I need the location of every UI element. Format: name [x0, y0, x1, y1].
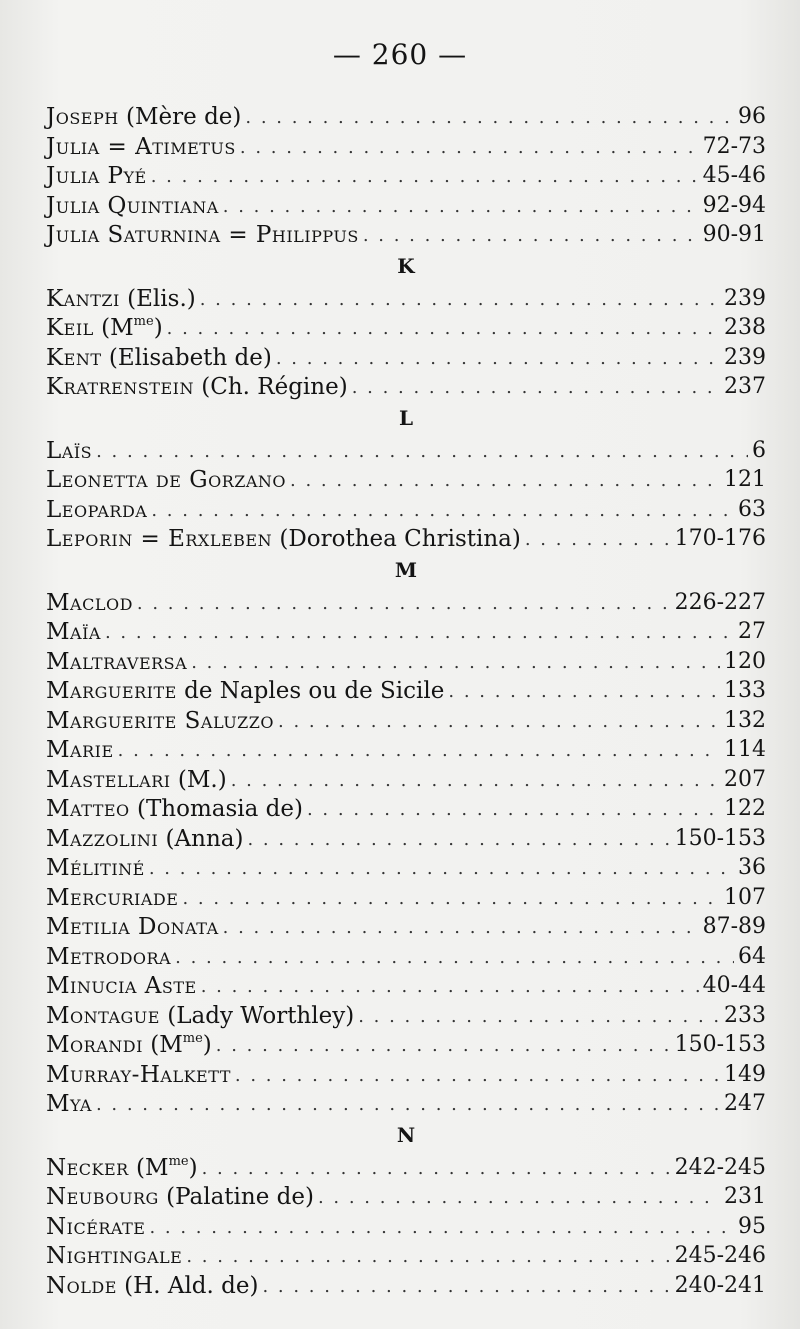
dot-leader — [525, 526, 671, 554]
index-entry — [46, 617, 766, 647]
page-reference: 72-73 — [702, 133, 766, 159]
index-entry — [46, 372, 766, 402]
entry-name — [46, 1182, 314, 1212]
dot-leader — [105, 619, 734, 647]
page-reference: 233 — [724, 1002, 766, 1028]
entry-qualifier: (Elis.) — [119, 285, 196, 312]
entry-surname: Mélitiné — [46, 855, 145, 881]
dot-leader — [245, 104, 734, 132]
index-entry — [46, 102, 766, 132]
entry-name — [46, 161, 147, 191]
entry-name — [46, 794, 303, 824]
dot-leader — [182, 885, 720, 913]
page-reference: 87-89 — [702, 914, 766, 939]
dot-leader — [307, 796, 720, 824]
entry-name — [46, 735, 114, 765]
entry-surname: Nicérate — [46, 1213, 146, 1240]
entry-qualifier-end: ) — [188, 1154, 198, 1181]
entry-name — [46, 853, 145, 883]
entry-surname: Leonetta de Gorzano — [46, 467, 287, 493]
page-reference: 239 — [724, 344, 766, 370]
entry-name — [46, 647, 187, 677]
dot-leader — [223, 914, 699, 942]
entry-qualifier: (M — [93, 315, 134, 341]
entry-surname: Maltraversa — [46, 648, 188, 675]
dot-leader — [149, 855, 734, 883]
page-reference: 133 — [724, 678, 766, 703]
page-reference: 120 — [724, 648, 766, 674]
page-reference: 63 — [738, 496, 766, 522]
entry-name — [46, 1060, 231, 1090]
entry-surname: Marguerite Saluzzo — [46, 707, 275, 734]
page-reference: 150-153 — [674, 825, 766, 851]
page-reference: 231 — [724, 1184, 766, 1209]
entry-surname: Julia Quintiana — [46, 192, 219, 219]
entry-qualifier: (M — [128, 1154, 169, 1181]
entry-name — [46, 102, 241, 132]
entry-surname: Neubourg — [46, 1184, 159, 1210]
page-reference: 27 — [738, 619, 766, 644]
page-reference: 149 — [724, 1061, 766, 1087]
page-reference: 114 — [724, 737, 766, 762]
entry-name — [46, 191, 219, 221]
index-entry — [46, 132, 766, 162]
page-reference: 245-246 — [674, 1243, 766, 1268]
dot-leader — [201, 973, 699, 1001]
dot-leader — [191, 649, 720, 677]
entry-surname: Mercuriade — [46, 884, 179, 911]
entry-surname: Maïa — [46, 619, 101, 645]
entry-name — [46, 495, 147, 525]
entry-name — [46, 942, 171, 972]
entry-name — [46, 1089, 92, 1119]
entry-name — [46, 524, 521, 554]
dot-leader — [137, 590, 671, 618]
index-entry — [46, 465, 766, 495]
entry-surname: Mastellari — [46, 766, 171, 793]
page-reference: 239 — [724, 285, 766, 311]
entry-surname: Marguerite — [46, 678, 177, 704]
dot-leader — [149, 1214, 734, 1242]
entry-surname: Montague — [46, 1002, 160, 1029]
entry-name — [46, 132, 236, 162]
entry-surname: Kent — [46, 344, 102, 371]
entry-name — [46, 912, 219, 942]
index-entry — [46, 1089, 766, 1119]
entry-name — [46, 1212, 145, 1242]
index-entry — [46, 191, 766, 221]
entry-qualifier: (M.) — [170, 766, 227, 793]
entry-name — [46, 1001, 354, 1031]
page-reference: 92-94 — [702, 192, 766, 218]
entry-superscript: me — [168, 1153, 189, 1169]
entry-qualifier: (Elisabeth de) — [101, 344, 272, 371]
section-letter-m: M — [394, 557, 418, 582]
section-letter-l: L — [398, 405, 414, 430]
page-reference: 40-44 — [702, 973, 766, 998]
page-reference: 45-46 — [702, 163, 766, 188]
entry-qualifier: (H. Ald. de) — [116, 1272, 259, 1299]
entry-surname: Marie — [46, 737, 114, 763]
page-reference: 226-227 — [674, 589, 766, 615]
entry-name — [46, 465, 286, 495]
entry-surname: Laïs — [46, 437, 93, 464]
entry-surname: Matteo — [46, 796, 130, 822]
index-entry — [46, 765, 766, 795]
entry-qualifier: (Mère de) — [118, 104, 242, 130]
entry-name — [46, 765, 227, 795]
entry-name — [46, 436, 92, 466]
dot-leader — [363, 222, 699, 250]
dot-leader — [96, 438, 748, 466]
page-reference: 96 — [738, 104, 766, 129]
entry-name — [46, 343, 272, 373]
page-reference: 132 — [724, 707, 766, 733]
entry-name — [46, 220, 359, 250]
entry-name — [46, 588, 133, 618]
dot-leader — [358, 1003, 720, 1031]
dot-leader — [216, 1032, 671, 1060]
index-entry — [46, 588, 766, 618]
entry-qualifier: (M — [142, 1032, 183, 1058]
index-entry — [46, 1030, 766, 1060]
dot-leader — [186, 1243, 670, 1271]
entry-name — [46, 1241, 182, 1271]
section-letter-k: K — [397, 253, 415, 278]
index-entry — [46, 824, 766, 854]
entry-name — [46, 1271, 258, 1301]
entry-name — [46, 676, 444, 706]
entry-surname: Keil — [46, 315, 94, 341]
entry-qualifier: (Ch. Régine) — [193, 374, 348, 400]
entry-qualifier: (Palatine de) — [158, 1184, 314, 1210]
entry-superscript: me — [182, 1031, 203, 1046]
page-reference: 242-245 — [674, 1154, 766, 1180]
entry-name — [46, 1153, 198, 1183]
dot-leader — [290, 467, 720, 495]
dot-leader — [118, 737, 720, 765]
page-reference: 121 — [724, 467, 766, 492]
section-letter-n: N — [396, 1122, 416, 1147]
index-entry — [46, 1271, 766, 1301]
entry-name — [46, 617, 101, 647]
entry-name — [46, 883, 178, 913]
entry-name — [46, 284, 196, 314]
dot-leader — [262, 1273, 670, 1301]
index-entry — [46, 794, 766, 824]
index-entry — [46, 284, 766, 314]
entry-surname: Maclod — [46, 589, 133, 616]
dot-leader — [448, 678, 720, 706]
entry-name — [46, 372, 348, 402]
entry-name — [46, 971, 197, 1001]
page-reference: 247 — [724, 1091, 766, 1116]
entry-surname: Murray-Halkett — [46, 1061, 231, 1088]
page-reference: 95 — [738, 1213, 766, 1239]
page-reference: 240-241 — [674, 1272, 766, 1298]
entry-surname: Julia Pyé — [46, 163, 147, 189]
index-entry — [46, 495, 766, 525]
index-entry — [46, 436, 766, 466]
entry-superscript: me — [133, 314, 154, 329]
dot-leader — [318, 1184, 720, 1212]
entry-surname: Minucia Aste — [46, 973, 197, 999]
dot-leader — [231, 767, 720, 795]
index-entry — [46, 1001, 766, 1031]
index-entry — [46, 647, 766, 677]
page-reference: 122 — [724, 796, 766, 821]
page-reference: 90-91 — [702, 222, 766, 247]
entry-surname: Mazzolini — [46, 825, 159, 852]
index-entry — [46, 1060, 766, 1090]
index-entry — [46, 220, 766, 250]
index-entry — [46, 971, 766, 1001]
index-entry — [46, 853, 766, 883]
entry-name — [46, 824, 243, 854]
entry-qualifier: (Lady Worthley) — [159, 1002, 355, 1029]
page-reference: 150-153 — [674, 1032, 766, 1057]
entry-surname: Metrodora — [46, 943, 172, 970]
dot-leader — [235, 1062, 720, 1090]
entry-name — [46, 706, 274, 736]
index-entry — [46, 735, 766, 765]
index-entry — [46, 883, 766, 913]
index-entry — [46, 343, 766, 373]
entry-qualifier: (Thomasia de) — [129, 796, 303, 822]
page-reference: 170-176 — [674, 526, 766, 551]
entry-surname: Kratrenstein — [46, 374, 194, 400]
entry-qualifier-end: ) — [202, 1032, 212, 1058]
dot-leader — [175, 944, 734, 972]
dot-leader — [96, 1091, 720, 1119]
dot-leader — [151, 497, 734, 525]
index-entry — [46, 1241, 766, 1271]
page-reference: 207 — [724, 766, 766, 792]
entry-surname: Mya — [46, 1091, 92, 1117]
entry-qualifier: (Anna) — [158, 825, 244, 852]
index-entry — [46, 161, 766, 191]
index-entry — [46, 706, 766, 736]
index-entry — [46, 524, 766, 554]
entry-surname: Julia = Atimetus — [46, 133, 236, 160]
entry-surname: Morandi — [46, 1032, 143, 1058]
entry-qualifier: de Naples ou de Sicile — [176, 678, 445, 704]
dot-leader — [200, 286, 720, 314]
page-reference: 6 — [752, 437, 766, 463]
entry-surname: Nightingale — [46, 1243, 183, 1269]
page-reference: 237 — [724, 374, 766, 399]
entry-name — [46, 1030, 212, 1060]
dot-leader — [352, 374, 720, 402]
index-entry — [46, 313, 766, 343]
entry-surname: Kantzi — [46, 285, 120, 312]
dot-leader — [167, 315, 720, 343]
entry-name — [46, 313, 163, 343]
entry-surname: Julia Saturnina = Philippus — [46, 222, 359, 248]
dot-leader — [276, 345, 720, 373]
index-entry — [46, 1212, 766, 1242]
dot-leader — [278, 708, 720, 736]
entry-surname: Joseph — [46, 104, 119, 130]
entry-surname: Nolde — [46, 1272, 117, 1299]
dot-leader — [151, 163, 699, 191]
page-reference: 238 — [724, 315, 766, 340]
page-reference: 107 — [724, 884, 766, 910]
entry-qualifier: (Dorothea Christina) — [272, 526, 521, 552]
dot-leader — [240, 134, 699, 162]
entry-qualifier-end: ) — [153, 315, 163, 341]
dot-leader — [202, 1155, 671, 1183]
entry-surname: Necker — [46, 1154, 129, 1181]
entry-surname: Leporin = Erxleben — [46, 526, 273, 552]
entry-surname: Leoparda — [46, 496, 148, 523]
page-reference: 64 — [738, 943, 766, 969]
index-entry — [46, 1153, 766, 1183]
index-entry — [46, 1182, 766, 1212]
dot-leader — [247, 826, 670, 854]
index-entry — [46, 676, 766, 706]
index-entry — [46, 912, 766, 942]
page-number: — 260 — — [332, 38, 468, 71]
dot-leader — [223, 193, 699, 221]
entry-surname: Metilia Donata — [46, 914, 219, 940]
index-entry — [46, 942, 766, 972]
page-reference: 36 — [738, 855, 766, 880]
